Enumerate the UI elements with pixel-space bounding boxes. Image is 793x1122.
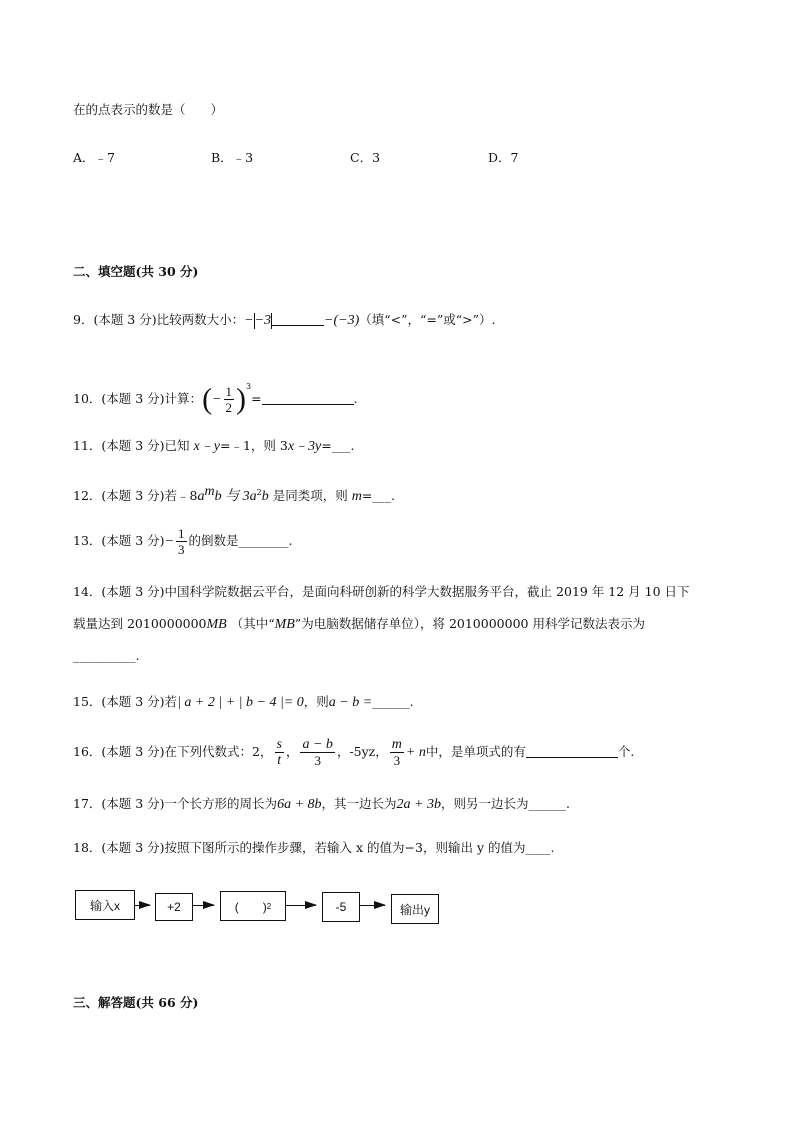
question-14-line-1: 14．(本题 3 分)中国科学院数据云平台，是面向科研创新的科学大数据服务平台，截止 2019 年 12 月 10 日下 xyxy=(73,584,690,599)
flow-arrow xyxy=(134,905,150,906)
question-16: 16．(本题 3 分)在下列代数式：2， $\frac{s}{t}$ ， $\frac{a - b}{3}$ ，-5yz， $\frac{m}{3}$ + n中，是单项式的有 个. xyxy=(73,737,635,768)
question-10: 10．(本题 3 分)计算：(− $\frac{1}{2}$ )$^3$= . xyxy=(73,382,358,416)
question-15: 15．(本题 3 分)若| a + 2 | + | b − 4 |= 0，则a − b =______. xyxy=(73,694,414,710)
question-18: 18．(本题 3 分)按照下图所示的操作步骤，若输入 x 的值为−3，则输出 y 的值为____. xyxy=(73,840,555,855)
flow-output-box: 输出y xyxy=(391,894,439,924)
section-3-title: 三、解答题(共 66 分) xyxy=(73,995,199,1010)
question-17: 17．(本题 3 分)一个长方形的周长为6a + 8b，其一边长为2a + 3b，则另一边长为______. xyxy=(73,796,570,812)
question-9: 9．(本题 3 分)比较两数大小：−−3 −(−3)（填“<”，“=”或“>”）. xyxy=(73,312,496,328)
question-14-line-2: 载量达到 2010000000MB （其中“MB”为电脑数据储存单位），将 2010000000 用科学记数法表示为 xyxy=(73,616,645,632)
q8-option-c: C．3 xyxy=(350,150,381,165)
question-14-line-3: __________. xyxy=(73,648,140,663)
flow-square-box: ( ) 2 xyxy=(220,891,286,921)
flow-arrow xyxy=(285,905,316,906)
flow-input-box: 输入x xyxy=(75,890,135,920)
question-12: 12．(本题 3 分)若$﹣8a^mb$ 与 $3a^2b$ 是同类项，则 m=___. xyxy=(73,484,396,505)
q8-stem: 在的点表示的数是（ ） xyxy=(73,102,224,117)
question-13: 13．(本题 3 分)− $\frac{1}{3}$ 的倒数是________. xyxy=(73,526,293,557)
section-2-title: 二、填空题(共 30 分) xyxy=(73,264,199,279)
flow-add-box: +2 xyxy=(155,893,193,921)
question-11: 11．(本题 3 分)已知 x﹣y=﹣1，则 3x﹣3y=___. xyxy=(73,438,355,454)
q8-option-b: B．﹣3 xyxy=(211,150,254,165)
flow-arrow xyxy=(192,905,214,906)
q8-option-a: A．﹣7 xyxy=(73,150,115,165)
flow-subtract-box: -5 xyxy=(322,892,360,922)
flow-arrow xyxy=(359,905,385,906)
q8-option-d: D．7 xyxy=(488,150,519,165)
